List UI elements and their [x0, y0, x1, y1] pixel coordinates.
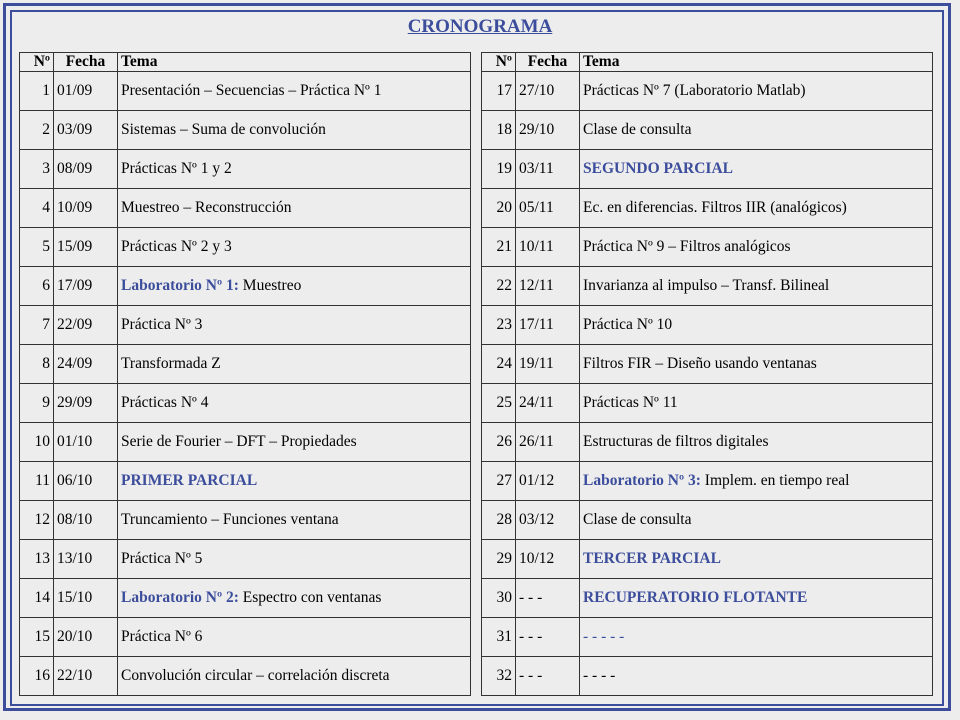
topic-text: Clase de consulta: [583, 121, 692, 138]
table-row: [482, 228, 933, 267]
row-topic: [118, 384, 471, 423]
table-row: [20, 618, 471, 657]
table-row: [482, 306, 933, 345]
topic-text: Muestreo – Reconstrucción: [121, 199, 292, 216]
table-row: [482, 462, 933, 501]
row-date: 20/10: [54, 618, 118, 657]
row-num: 15: [20, 618, 54, 657]
table-row: [20, 111, 471, 150]
row-num: 14: [20, 579, 54, 618]
row-date: 22/09: [54, 306, 118, 345]
row-date: 03/09: [54, 111, 118, 150]
row-num: 5: [20, 228, 54, 267]
row-topic: [118, 306, 471, 345]
row-topic: [580, 345, 933, 384]
page-title: CRONOGRAMA: [407, 16, 553, 37]
table-row: [20, 150, 471, 189]
table-row: [20, 462, 471, 501]
table-row: [482, 579, 933, 618]
header-num: Nº: [20, 53, 54, 72]
header-row: [482, 53, 933, 72]
table-row: [20, 228, 471, 267]
row-date: 06/10: [54, 462, 118, 501]
topic-text: Presentación – Secuencias – Práctica Nº 1: [121, 82, 382, 99]
row-topic: [580, 618, 933, 657]
topic-highlight: PRIMER PARCIAL: [121, 472, 258, 489]
row-topic: [118, 579, 471, 618]
topic-text: Práctica Nº 6: [121, 628, 203, 645]
row-date: 22/10: [54, 657, 118, 696]
table-row: [20, 579, 471, 618]
row-num: 11: [20, 462, 54, 501]
topic-text: Filtros FIR – Diseño usando ventanas: [583, 355, 817, 372]
header-row: [20, 53, 471, 72]
schedule-table-right: [481, 52, 933, 696]
row-num: 8: [20, 345, 54, 384]
row-topic: [118, 423, 471, 462]
row-num: 13: [20, 540, 54, 579]
row-num: 30: [482, 579, 516, 618]
row-num: 24: [482, 345, 516, 384]
row-topic: [118, 618, 471, 657]
topic-text: Espectro con ventanas: [238, 589, 382, 606]
row-num: 10: [20, 423, 54, 462]
topic-highlight: SEGUNDO PARCIAL: [583, 160, 733, 177]
header-num: Nº: [482, 53, 516, 72]
row-topic: [118, 657, 471, 696]
row-topic: [580, 228, 933, 267]
topic-text: Transformada Z: [121, 355, 221, 372]
row-topic: [118, 501, 471, 540]
row-num: 6: [20, 267, 54, 306]
table-row: [482, 345, 933, 384]
row-date: 03/11: [516, 150, 580, 189]
row-date: 05/11: [516, 189, 580, 228]
row-topic: [580, 111, 933, 150]
row-date: 17/11: [516, 306, 580, 345]
row-date: 17/09: [54, 267, 118, 306]
row-num: 9: [20, 384, 54, 423]
table-row: [20, 72, 471, 111]
topic-text: Ec. en diferencias. Filtros IIR (analógicos): [583, 199, 847, 216]
topic-text: Invarianza al impulso – Transf. Bilineal: [583, 277, 830, 294]
row-topic: [580, 189, 933, 228]
topic-text: - - - -: [583, 667, 616, 684]
row-topic: [580, 501, 933, 540]
row-num: 28: [482, 501, 516, 540]
row-topic: [580, 657, 933, 696]
topic-text: Muestreo: [238, 277, 302, 294]
table-row: [482, 501, 933, 540]
topic-text: Clase de consulta: [583, 511, 692, 528]
row-num: 7: [20, 306, 54, 345]
row-date: 26/11: [516, 423, 580, 462]
topic-highlight: Laboratorio Nº 2:: [121, 589, 239, 606]
topic-text: Práctica Nº 9 – Filtros analógicos: [583, 238, 791, 255]
row-date: 01/09: [54, 72, 118, 111]
table-row: [482, 189, 933, 228]
row-num: 12: [20, 501, 54, 540]
row-date: - - -: [516, 618, 580, 657]
row-topic: [580, 579, 933, 618]
row-date: 29/10: [516, 111, 580, 150]
topic-highlight: RECUPERATORIO FLOTANTE: [583, 589, 808, 606]
row-date: - - -: [516, 579, 580, 618]
row-topic: [118, 72, 471, 111]
table-row: [20, 540, 471, 579]
row-topic: [580, 540, 933, 579]
row-num: 1: [20, 72, 54, 111]
table-row: [482, 72, 933, 111]
row-date: 08/10: [54, 501, 118, 540]
row-num: 21: [482, 228, 516, 267]
topic-text: Práctica Nº 3: [121, 316, 203, 333]
topic-text: Sistemas – Suma de convolución: [121, 121, 326, 138]
row-date: 15/09: [54, 228, 118, 267]
row-date: 10/12: [516, 540, 580, 579]
header-topic: Tema: [580, 53, 933, 72]
table-row: [20, 501, 471, 540]
row-topic: [118, 111, 471, 150]
row-topic: [118, 540, 471, 579]
table-row: [20, 306, 471, 345]
row-topic: [118, 345, 471, 384]
table-row: [20, 384, 471, 423]
row-date: 24/11: [516, 384, 580, 423]
row-topic: [580, 423, 933, 462]
topic-text: Serie de Fourier – DFT – Propiedades: [121, 433, 357, 450]
header-date: Fecha: [516, 53, 580, 72]
row-num: 25: [482, 384, 516, 423]
row-num: 26: [482, 423, 516, 462]
row-num: 27: [482, 462, 516, 501]
row-num: 32: [482, 657, 516, 696]
row-date: 15/10: [54, 579, 118, 618]
table-row: [482, 111, 933, 150]
row-date: 27/10: [516, 72, 580, 111]
table-row: [482, 384, 933, 423]
row-num: 2: [20, 111, 54, 150]
header-date: Fecha: [54, 53, 118, 72]
table-row: [482, 267, 933, 306]
topic-text: Práctica Nº 5: [121, 550, 203, 567]
topic-highlight: - - - - -: [583, 628, 625, 645]
topic-text: Prácticas Nº 2 y 3: [121, 238, 232, 255]
table-row: [20, 189, 471, 228]
table-row: [20, 267, 471, 306]
table-row: [482, 540, 933, 579]
row-date: 08/09: [54, 150, 118, 189]
table-row: [482, 150, 933, 189]
row-num: 29: [482, 540, 516, 579]
row-date: 12/11: [516, 267, 580, 306]
row-date: - - -: [516, 657, 580, 696]
row-topic: [580, 306, 933, 345]
row-date: 01/12: [516, 462, 580, 501]
row-topic: [118, 462, 471, 501]
topic-highlight: Laboratorio Nº 3:: [583, 472, 701, 489]
row-topic: [580, 267, 933, 306]
row-num: 3: [20, 150, 54, 189]
topic-text: Estructuras de filtros digitales: [583, 433, 769, 450]
row-topic: [580, 150, 933, 189]
row-date: 10/09: [54, 189, 118, 228]
topic-text: Convolución circular – correlación discreta: [121, 667, 390, 684]
row-date: 13/10: [54, 540, 118, 579]
topic-text: Prácticas Nº 4: [121, 394, 209, 411]
row-date: 19/11: [516, 345, 580, 384]
row-topic: [118, 228, 471, 267]
row-date: 24/09: [54, 345, 118, 384]
topic-text: Implem. en tiempo real: [700, 472, 850, 489]
table-row: [482, 657, 933, 696]
row-date: 03/12: [516, 501, 580, 540]
row-num: 17: [482, 72, 516, 111]
topic-highlight: Laboratorio Nº 1:: [121, 277, 239, 294]
row-topic: [118, 150, 471, 189]
row-topic: [118, 189, 471, 228]
topic-text: Prácticas Nº 1 y 2: [121, 160, 232, 177]
topic-text: Prácticas Nº 11: [583, 394, 678, 411]
row-date: 10/11: [516, 228, 580, 267]
row-topic: [580, 462, 933, 501]
table-row: [20, 345, 471, 384]
row-num: 16: [20, 657, 54, 696]
row-num: 4: [20, 189, 54, 228]
table-row: [20, 657, 471, 696]
table-row: [482, 423, 933, 462]
row-num: 23: [482, 306, 516, 345]
topic-text: Prácticas Nº 7 (Laboratorio Matlab): [583, 82, 806, 99]
row-num: 22: [482, 267, 516, 306]
topic-text: Truncamiento – Funciones ventana: [121, 511, 339, 528]
row-topic: [580, 72, 933, 111]
row-date: 01/10: [54, 423, 118, 462]
table-row: [482, 618, 933, 657]
row-date: 29/09: [54, 384, 118, 423]
topic-text: Práctica Nº 10: [583, 316, 673, 333]
schedule-table-left: [19, 52, 471, 696]
row-num: 19: [482, 150, 516, 189]
row-topic: [118, 267, 471, 306]
row-num: 18: [482, 111, 516, 150]
topic-highlight: TERCER PARCIAL: [583, 550, 721, 567]
header-topic: Tema: [118, 53, 471, 72]
row-topic: [580, 384, 933, 423]
row-num: 20: [482, 189, 516, 228]
table-row: [20, 423, 471, 462]
row-num: 31: [482, 618, 516, 657]
